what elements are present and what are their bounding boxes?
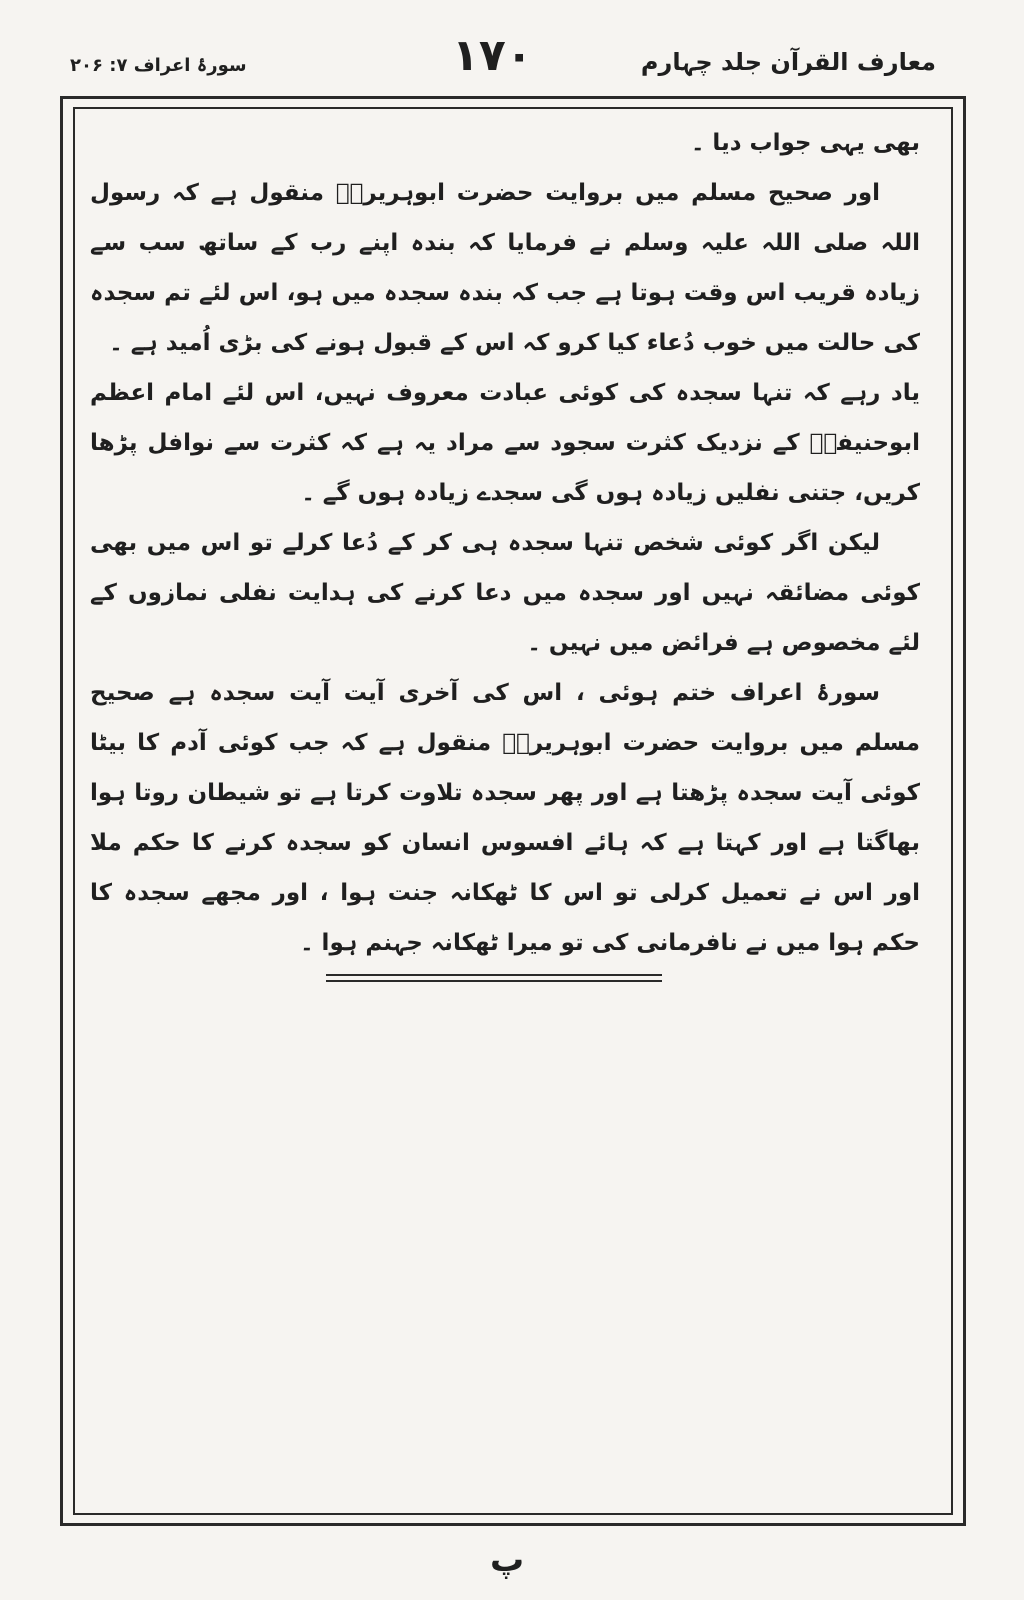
paragraph-1: بھی یہی جواب دیا ۔ [690,130,920,156]
paragraph-2: اور صحیح مسلم میں بروایت حضرت ابوہریرہؓ منقول ہے کہ رسول اللہ صلی اللہ علیہ وسلم نے فرمایا کہ بندہ اپنے رب کے ساتھ سب سے زیادہ قریب اس وقت ہوتا ہے جب کہ بندہ سجدہ میں ہو، اس لئے تم سجدہ کی حالت میں خوب دُعاء کیا کرو کہ اس کے قبول ہونے کی بڑی اُمید ہے ۔ [90,180,920,356]
paragraph-5: سورۂ اعراف ختم ہوئی ، اس کی آخری آیت آیت سجدہ ہے صحیح مسلم میں بروایت حضرت ابوہریرہؓ منقول ہے کہ جب کوئی آدم کا بیٹا کوئی آیت سجدہ پڑھتا ہے اور پھر سجدہ تلاوت کرتا ہے تو شیطان روتا ہوا بھاگتا ہے اور کہتا ہے کہ ہائے افسوس انسان کو سجدہ کرنے کا حکم ملا اور اس نے تعمیل کرلی تو اس کا ٹھکانہ جنت ہوا ، اور مجھے سجدہ کا حکم ہوا میں نے نافرمانی کی تو میرا ٹھکانہ جہنم ہوا ۔ [90,680,920,956]
page-number: ١٧٠ [452,30,533,81]
section-divider-top [326,974,662,976]
footer-mark: پ [490,1540,525,1580]
paragraph-4: لیکن اگر کوئی شخص تنہا سجدہ ہی کر کے دُعا کرلے تو اس میں بھی کوئی مضائقہ نہیں اور سجدہ میں دعا کرنے کی ہدایت نفلی نمازوں کے لئے مخصوص ہے فرائض میں نہیں ۔ [90,530,920,656]
body-text [90,118,920,968]
paragraph-3: یاد رہے کہ تنہا سجدہ کی کوئی عبادت معروف نہیں، اس لئے امام اعظم ابوحنیفہؒ کے نزدیک کثرت سجود سے مراد یہ ہے کہ کثرت سے نوافل پڑھا کریں، جتنی نفلیں زیادہ ہوں گی سجدے زیادہ ہوں گے ۔ [90,380,920,506]
surah-reference: سورۂ اعراف ۷: ۲۰۶ [70,55,247,76]
section-divider-bottom [326,980,662,982]
book-title: معارف القرآن جلد چہارم [640,48,936,76]
